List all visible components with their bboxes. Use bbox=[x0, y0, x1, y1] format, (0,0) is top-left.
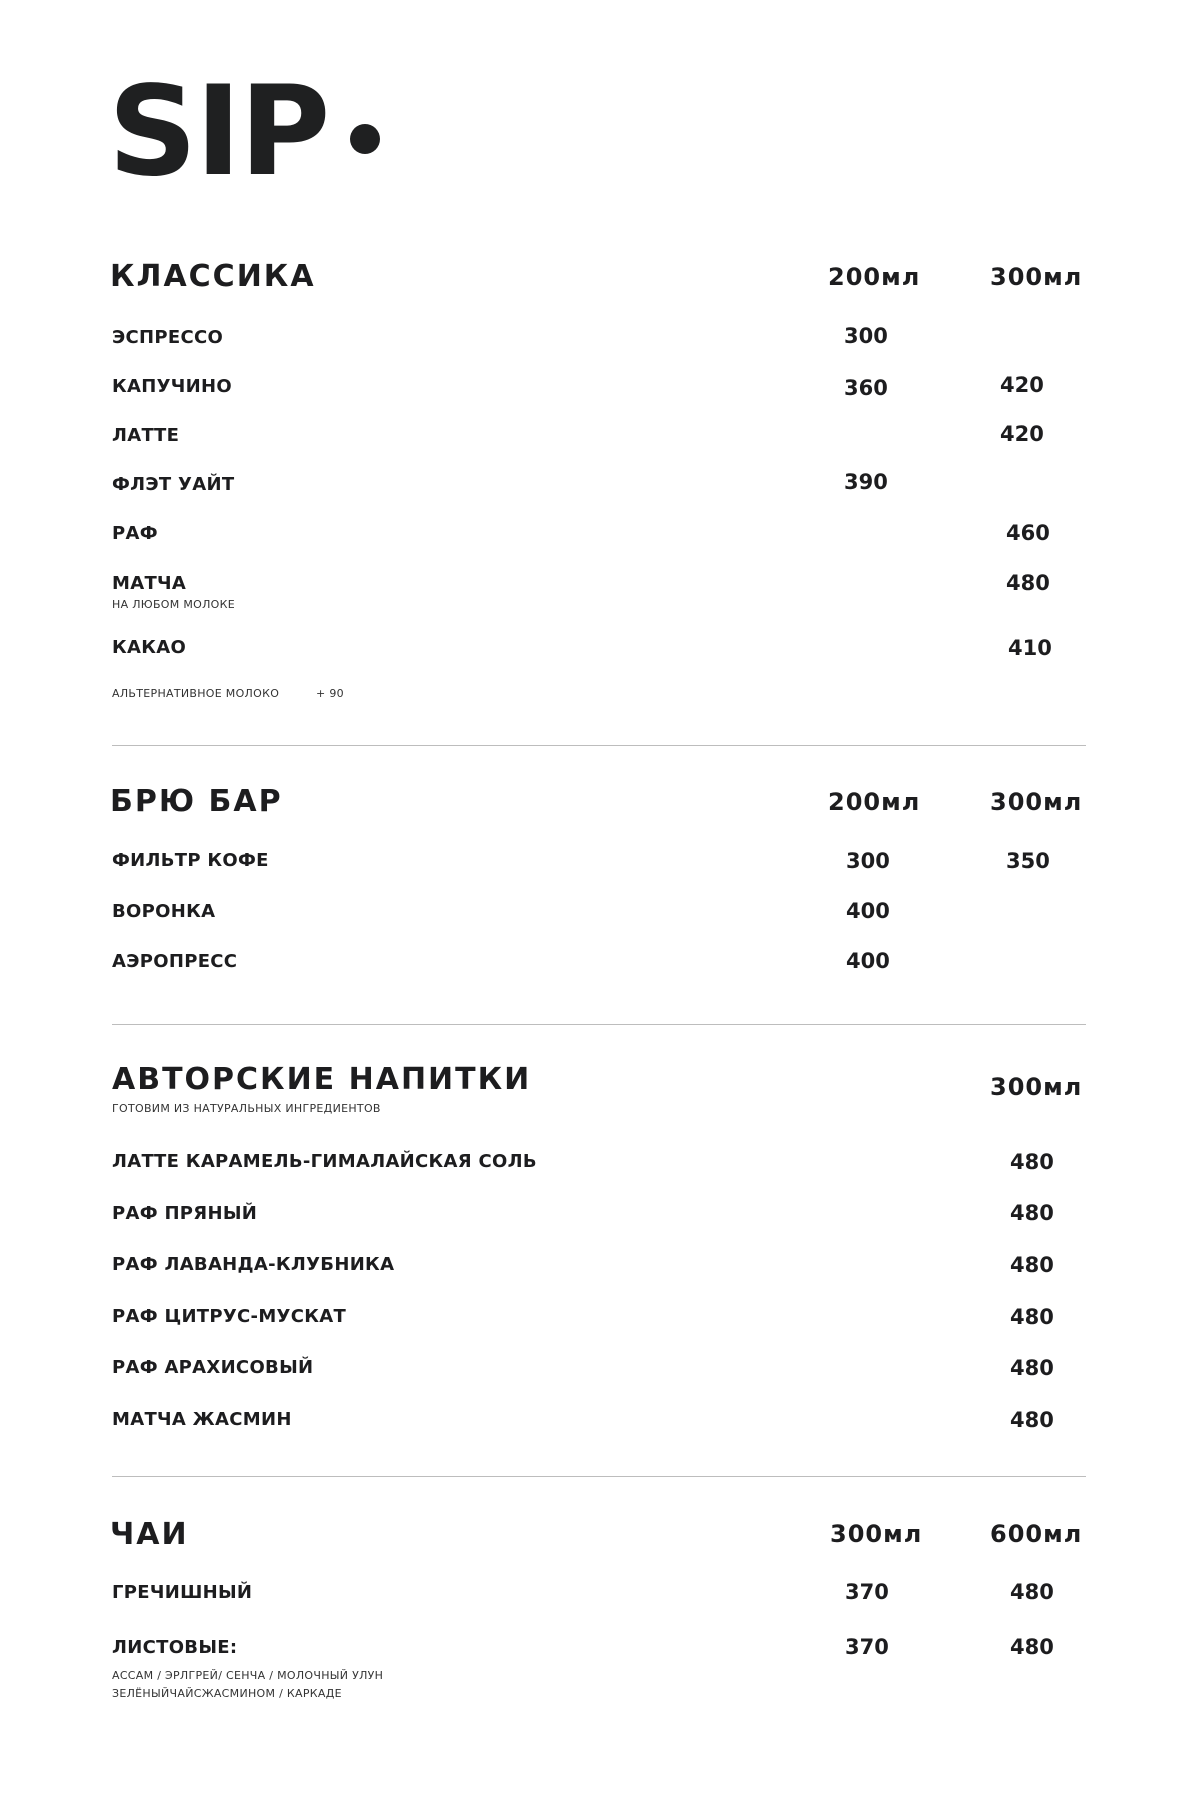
tea-col-300: 300мл bbox=[830, 1520, 923, 1548]
brew-col-300: 300мл bbox=[990, 788, 1083, 816]
classic-col-200: 200мл bbox=[828, 263, 921, 291]
price-300: 420 bbox=[1000, 373, 1044, 397]
section-title-classic: КЛАССИКА bbox=[110, 259, 316, 294]
signature-col-300: 300мл bbox=[990, 1073, 1083, 1101]
section-divider bbox=[112, 1476, 1086, 1477]
price-300: 460 bbox=[1006, 521, 1050, 545]
price-300: 370 bbox=[845, 1635, 889, 1659]
brand-logo: SIP bbox=[108, 60, 329, 204]
menu-item-name: РАФ bbox=[112, 523, 158, 544]
section-title-signature: АВТОРСКИЕ НАПИТКИ bbox=[112, 1062, 532, 1097]
brew-col-200: 200мл bbox=[828, 788, 921, 816]
price-300: 480 bbox=[1010, 1305, 1054, 1329]
section-divider bbox=[112, 745, 1086, 746]
section-subtitle-signature: ГОТОВИМ ИЗ НАТУРАЛЬНЫХ ИНГРЕДИЕНТОВ bbox=[112, 1102, 381, 1115]
menu-item-name: ФИЛЬТР КОФЕ bbox=[112, 850, 269, 871]
menu-item-name: КАКАО bbox=[112, 637, 187, 658]
menu-item-name: ЛИСТОВЫЕ: bbox=[112, 1637, 238, 1658]
price-200: 300 bbox=[846, 849, 890, 873]
price-300: 480 bbox=[1010, 1408, 1054, 1432]
menu-item-name: ЛАТТЕ КАРАМЕЛЬ-ГИМАЛАЙСКАЯ СОЛЬ bbox=[112, 1151, 537, 1172]
menu-item-subtitle: ЗЕЛЁНЫЙЧАЙСЖАСМИНОМ / КАРКАДЕ bbox=[112, 1687, 342, 1700]
logo-dot bbox=[350, 124, 380, 154]
price-200: 300 bbox=[844, 324, 888, 348]
menu-item-name: РАФ ЦИТРУС-МУСКАТ bbox=[112, 1306, 347, 1327]
menu-item-name: ВОРОНКА bbox=[112, 901, 216, 922]
section-title-tea: ЧАИ bbox=[110, 1517, 189, 1552]
tea-col-600: 600мл bbox=[990, 1520, 1083, 1548]
price-300: 480 bbox=[1010, 1201, 1054, 1225]
menu-item-name: ФЛЭТ УАЙТ bbox=[112, 474, 235, 495]
menu-item-name: ЭСПРЕССО bbox=[112, 327, 224, 348]
price-300: 420 bbox=[1000, 422, 1044, 446]
menu-item-name: МАТЧА bbox=[112, 573, 187, 594]
menu-item-name: РАФ ЛАВАНДА-КЛУБНИКА bbox=[112, 1254, 395, 1275]
price-300: 480 bbox=[1010, 1356, 1054, 1380]
price-300: 480 bbox=[1010, 1253, 1054, 1277]
menu-item-name: ГРЕЧИШНЫЙ bbox=[112, 1582, 253, 1603]
menu-item-subtitle: НА ЛЮБОМ МОЛОКЕ bbox=[112, 598, 235, 611]
menu-item-name: АЭРОПРЕСС bbox=[112, 951, 238, 972]
price-200: 400 bbox=[846, 949, 890, 973]
price-300: 370 bbox=[845, 1580, 889, 1604]
price-200: 400 bbox=[846, 899, 890, 923]
price-600: 480 bbox=[1010, 1580, 1054, 1604]
price-300: 350 bbox=[1006, 849, 1050, 873]
price-300: 480 bbox=[1010, 1150, 1054, 1174]
classic-col-300: 300мл bbox=[990, 263, 1083, 291]
section-divider bbox=[112, 1024, 1086, 1025]
price-300: 410 bbox=[1008, 636, 1052, 660]
price-200: 360 bbox=[844, 376, 888, 400]
alt-milk-note: АЛЬТЕРНАТИВНОЕ МОЛОКО bbox=[112, 687, 280, 700]
alt-milk-price: + 90 bbox=[316, 687, 344, 700]
menu-item-subtitle: АССАМ / ЭРЛГРЕЙ/ СЕНЧА / МОЛОЧНЫЙ УЛУН bbox=[112, 1669, 384, 1682]
menu-item-name: РАФ ПРЯНЫЙ bbox=[112, 1203, 258, 1224]
price-200: 390 bbox=[844, 470, 888, 494]
price-600: 480 bbox=[1010, 1635, 1054, 1659]
menu-item-name: КАПУЧИНО bbox=[112, 376, 232, 397]
menu-item-name: РАФ АРАХИСОВЫЙ bbox=[112, 1357, 314, 1378]
menu-item-name: ЛАТТЕ bbox=[112, 425, 180, 446]
menu-item-name: МАТЧА ЖАСМИН bbox=[112, 1409, 292, 1430]
price-300: 480 bbox=[1006, 571, 1050, 595]
section-title-brew: БРЮ БАР bbox=[110, 784, 283, 819]
